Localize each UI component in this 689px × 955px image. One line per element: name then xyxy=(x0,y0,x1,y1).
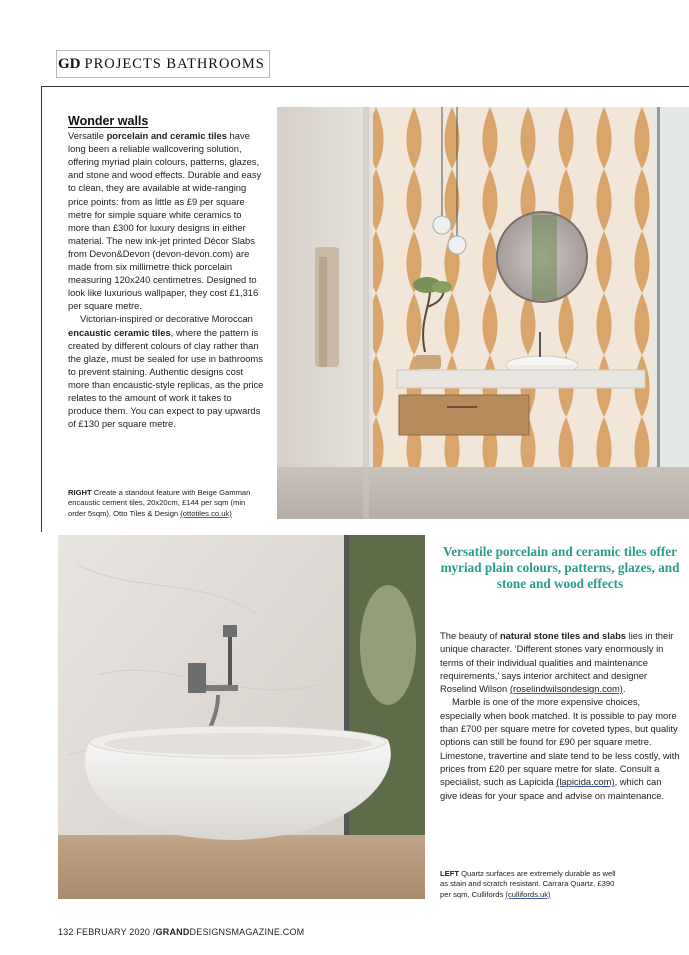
issue-date: FEBRUARY 2020 / xyxy=(76,927,156,937)
caption-left xyxy=(440,869,620,900)
bold-run: natural stone tiles and slabs xyxy=(499,630,627,641)
article-column-right xyxy=(440,629,680,802)
page-footer xyxy=(58,927,304,937)
text-run: The beauty of xyxy=(440,630,500,641)
text-run: Marble is one of the more expensive choices, especially when book matched. It is possible to pay more than £700 per square metre for coveted types, but quality options can still be found for £90 per square metre. Limestone, travertine and slate tend to be less costly, with prices from £20 per square metre for slate. Consult a specialist, such as Lapicida xyxy=(440,696,680,788)
caption-right xyxy=(68,488,258,519)
text-run: have long been a reliable wallcovering solution, offering myriad plain colours, patterns, glazes, and stone and wood effects. Durable and easy to clean, they are available at wide-ranging price points: from as little as £9 per square metre for simple square white ceramics to more than £300 for luxury designs in either material. The new ink-jet printed Décor Slabs from Devon&Devon (devon-devon.com) are made from six millimetre thick porcelain measuring 120x240 centimetres. Designed to look like luxurious wallpaper, they cost £1,316 per square metre. xyxy=(68,130,262,312)
link-text[interactable]: (ottotiles.co.uk) xyxy=(180,508,232,518)
link-text[interactable]: (roselindwilsondesign.com) xyxy=(509,683,623,695)
text-run: lies in their unique character. ‘Different stones vary enormously in terms of their individual qualities and maintenance requirements,’ says interior architect and designer Roselind Wilson xyxy=(440,630,674,695)
photo-bathtub xyxy=(58,535,425,899)
pull-quote: Versatile porcelain and ceramic tiles offer myriad plain colours, patterns, glazes, and stone and wood effects xyxy=(440,544,680,591)
text-run: Victorian-inspired or decorative Moroccan xyxy=(80,313,253,325)
bold-run: LEFT xyxy=(440,869,459,878)
article-column-left xyxy=(68,115,264,430)
bold-run: porcelain and ceramic tiles xyxy=(106,130,227,142)
link-text[interactable]: (lapicida.com) xyxy=(556,776,615,788)
text-run: Versatile xyxy=(68,130,107,142)
text-run: . xyxy=(622,683,626,695)
section-title: PROJECTS BATHROOMS xyxy=(84,55,265,72)
text-run: Create a standout feature with Beige Gamman encaustic cement tiles, 20x20cm, £144 per sqm (min order 5sqm), Otto Tiles & Design xyxy=(68,488,251,518)
text-run: , which can give ideas for your space and advise on maintenance. xyxy=(440,776,665,801)
section-header xyxy=(58,52,268,76)
article-heading: Wonder walls xyxy=(68,114,149,128)
text-run: , where the pattern is created by different colours of clay rather than the glaze, must be sealed for use in bathrooms to prevent staining. Authentic designs cost more than encaustic-style replicas, as the price relates to the amount of work it takes to produce them. You can expect to pay upwards of £130 per square metre. xyxy=(68,326,264,430)
link-text[interactable]: (cullifords.uk) xyxy=(505,889,551,899)
bold-run: encaustic ceramic tiles xyxy=(68,326,171,338)
paragraph-natural-stone xyxy=(440,629,680,695)
page-number: 132 xyxy=(58,927,74,937)
paragraph-marble xyxy=(440,695,680,801)
brand-bold: GRAND xyxy=(155,927,190,937)
paragraph-encaustic xyxy=(68,312,264,430)
brand-rest: DESIGNSMAGAZINE.COM xyxy=(189,927,305,937)
bold-run: RIGHT xyxy=(68,488,92,497)
gd-logo: GD xyxy=(58,55,81,72)
paragraph-porcelain xyxy=(68,129,264,312)
text-run: Quartz surfaces are extremely durable as well as stain and scratch resistant. Carrara Quartz, £390 per sqm, Cullifords xyxy=(440,869,616,899)
photo-tiled-bathroom xyxy=(277,107,689,519)
